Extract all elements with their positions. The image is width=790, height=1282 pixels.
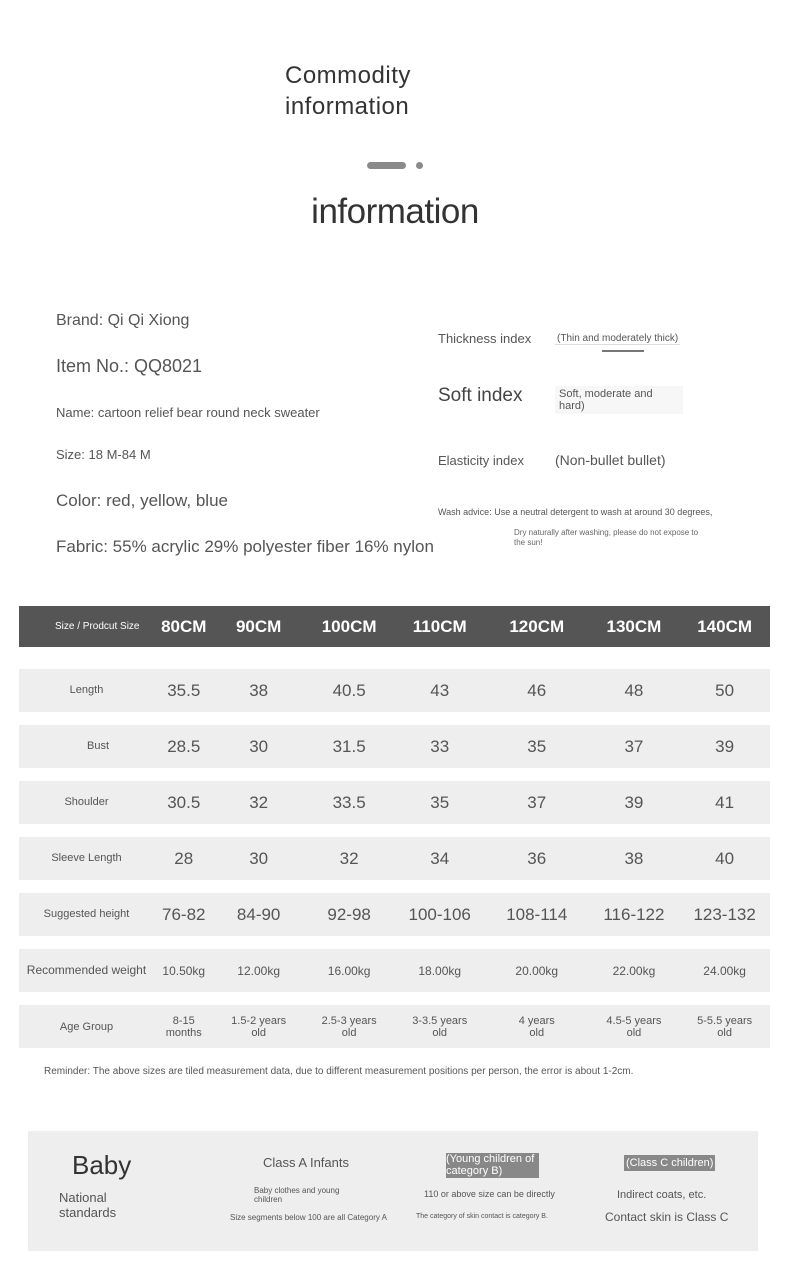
table-cell: 36 — [485, 837, 589, 880]
thickness-index-label: Thickness index — [438, 331, 532, 346]
table-cell: 37 — [485, 781, 589, 824]
spec-fabric: Fabric: 55% acrylic 29% polyester fiber 16% nylon — [56, 537, 434, 556]
size-header: 140CM — [697, 616, 753, 636]
spec-size: Size: 18 M-84 M — [56, 447, 151, 462]
wash-advice: Wash advice: Use a neutral detergent to wash at around 30 degrees, — [438, 507, 713, 517]
table-cell: 35 — [485, 725, 589, 768]
size-header: 90CM — [235, 616, 282, 636]
table-cell: 48 — [589, 669, 680, 712]
spec-brand: Brand: Qi Qi Xiong — [56, 312, 190, 329]
table-cell: 30 — [214, 837, 304, 880]
size-header: 110CM — [412, 616, 467, 636]
class-b-desc: 110 or above size can be directly — [424, 1189, 555, 1199]
carousel-indicator-dot[interactable] — [416, 162, 423, 169]
table-cell: 2.5-3 years old — [304, 1005, 395, 1048]
table-cell: 39 — [679, 725, 770, 768]
table-cell: 43 — [394, 669, 484, 712]
table-cell: 100-106 — [394, 893, 484, 936]
reminder-note: Reminder: The above sizes are tiled measurement data, due to different measurement positions per person, the error is about 1-2cm. — [44, 1066, 634, 1077]
table-cell: 5-5.5 years old — [679, 1005, 770, 1048]
soft-index-label: Soft index — [438, 385, 523, 406]
table-cell: 39 — [589, 781, 680, 824]
spec-name: Name: cartoon relief bear round neck sweater — [56, 405, 320, 420]
class-a-desc: Baby clothes and young children — [254, 1186, 340, 1204]
table-row-height — [19, 893, 770, 936]
wash-advice-note: Dry naturally after washing, please do not expose to the sun! — [514, 528, 699, 547]
table-cell: 34 — [394, 837, 484, 880]
table-cell: 8-15 months — [154, 1005, 214, 1048]
size-table — [19, 606, 770, 1048]
table-cell: 50 — [679, 669, 770, 712]
table-cell: 20.00kg — [485, 949, 589, 992]
table-cell: 28.5 — [154, 725, 214, 768]
class-c-note: Contact skin is Class C — [605, 1210, 729, 1224]
table-cell: 76-82 — [154, 893, 214, 936]
table-cell: 38 — [589, 837, 680, 880]
elasticity-index-label: Elasticity index — [438, 453, 524, 468]
table-row-bust — [19, 725, 770, 768]
row-label: Recommended weight — [19, 949, 154, 992]
table-cell: 40 — [679, 837, 770, 880]
table-cell: 3-3.5 years old — [394, 1005, 484, 1048]
table-cell: 84-90 — [214, 893, 304, 936]
size-header: 80CM — [161, 616, 207, 636]
spec-item-no: Item No.: QQ8021 — [56, 356, 203, 376]
class-b-title: (Young children of category B) — [446, 1153, 539, 1178]
row-label: Age Group — [19, 1005, 154, 1048]
table-cell: 32 — [304, 837, 395, 880]
class-b-note: The category of skin contact is category B. — [416, 1213, 548, 1220]
table-cell: 31.5 — [304, 725, 395, 768]
table-cell: 33.5 — [304, 781, 395, 824]
table-row-shoulder — [19, 781, 770, 824]
size-header: 100CM — [321, 616, 377, 636]
table-row-age — [19, 1005, 770, 1048]
table-cell: 92-98 — [304, 893, 395, 936]
table-cell: 108-114 — [485, 893, 589, 936]
table-cell: 30 — [214, 725, 304, 768]
row-label: Bust — [19, 725, 154, 768]
section-heading: information — [311, 192, 479, 231]
table-cell: 116-122 — [589, 893, 680, 936]
table-cell: 35.5 — [154, 669, 214, 712]
row-label: Shoulder — [19, 781, 154, 824]
table-cell: 28 — [154, 837, 214, 880]
page-title: Commodity information — [285, 62, 411, 120]
size-table-header — [19, 606, 770, 647]
table-cell: 10.50kg — [154, 949, 214, 992]
table-cell: 30.5 — [154, 781, 214, 824]
size-header: 120CM — [509, 616, 565, 636]
table-cell: 40.5 — [304, 669, 395, 712]
table-cell: 35 — [394, 781, 484, 824]
size-table-corner: Size / Prodcut Size — [55, 621, 140, 632]
table-cell: 33 — [394, 725, 484, 768]
table-cell: 37 — [589, 725, 680, 768]
row-label: Length — [19, 669, 154, 712]
spec-color: Color: red, yellow, blue — [56, 491, 228, 510]
table-cell: 41 — [679, 781, 770, 824]
standards-national: National standards — [59, 1190, 117, 1220]
table-cell: 24.00kg — [679, 949, 770, 992]
elasticity-index-value: (Non-bullet bullet) — [555, 452, 666, 468]
class-c-desc: Indirect coats, etc. — [617, 1189, 707, 1201]
thickness-index-bar — [602, 350, 644, 352]
table-cell: 16.00kg — [304, 949, 395, 992]
table-cell: 46 — [485, 669, 589, 712]
thickness-index-value: (Thin and moderately thick) — [557, 333, 679, 344]
row-label: Suggested height — [19, 893, 154, 936]
row-label: Sleeve Length — [19, 837, 154, 880]
soft-index-value: Soft, moderate and hard) — [555, 386, 683, 414]
class-a-title: Class A Infants — [263, 1155, 349, 1170]
table-cell: 18.00kg — [394, 949, 484, 992]
size-header: 130CM — [606, 616, 662, 636]
carousel-indicator-active[interactable] — [367, 162, 406, 169]
standards-baby-title: Baby — [72, 1150, 132, 1180]
table-cell: 4.5-5 years old — [589, 1005, 680, 1048]
table-row-sleeve — [19, 837, 770, 880]
class-c-title: (Class C children) — [626, 1157, 714, 1169]
table-cell: 38 — [214, 669, 304, 712]
table-row-weight — [19, 949, 770, 992]
class-a-note: Size segments below 100 are all Category A — [230, 1213, 387, 1222]
table-cell: 4 years old — [485, 1005, 589, 1048]
table-cell: 123-132 — [679, 893, 770, 936]
table-cell: 1.5-2 years old — [214, 1005, 304, 1048]
table-cell: 12.00kg — [214, 949, 304, 992]
table-row-length — [19, 669, 770, 712]
table-cell: 22.00kg — [589, 949, 680, 992]
table-cell: 32 — [214, 781, 304, 824]
